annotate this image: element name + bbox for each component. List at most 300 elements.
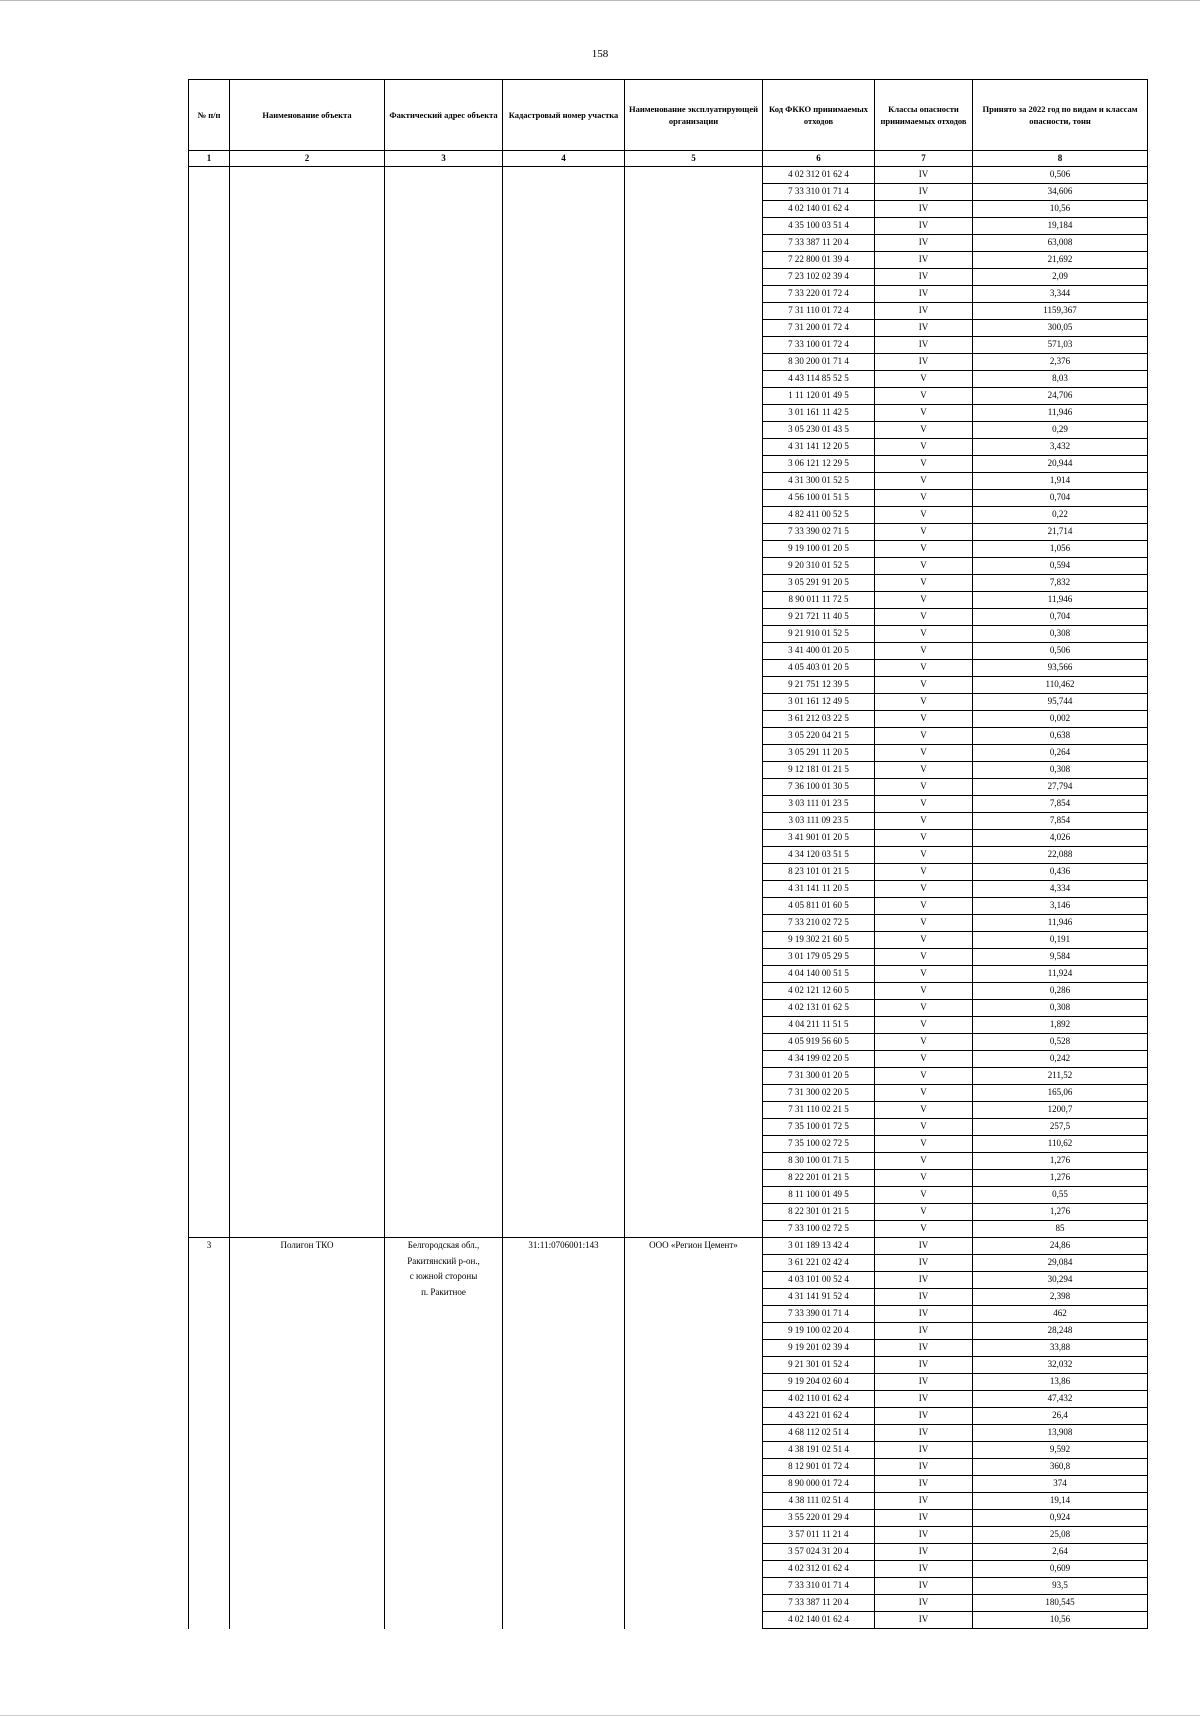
empty-cell	[625, 915, 763, 932]
hazard-class-cell: V	[875, 1000, 973, 1017]
empty-cell	[230, 983, 385, 1000]
empty-cell	[625, 167, 763, 184]
hazard-class-cell: V	[875, 728, 973, 745]
empty-cell	[189, 830, 230, 847]
empty-cell	[230, 201, 385, 218]
table-row	[189, 609, 1148, 626]
hazard-class-cell: V	[875, 1136, 973, 1153]
empty-cell	[385, 881, 503, 898]
hazard-class-cell: V	[875, 1153, 973, 1170]
fkko-code-cell: 3 01 179 05 29 5	[763, 949, 875, 966]
empty-cell	[625, 966, 763, 983]
empty-cell	[385, 490, 503, 507]
fkko-code-cell: 7 33 100 02 72 5	[763, 1221, 875, 1238]
empty-cell	[503, 558, 625, 575]
empty-cell	[503, 949, 625, 966]
fkko-code-cell: 3 57 011 11 21 4	[763, 1527, 875, 1544]
empty-cell	[385, 1034, 503, 1051]
tonnage-cell: 360,8	[973, 1459, 1148, 1476]
empty-cell	[189, 235, 230, 252]
tonnage-cell: 0,29	[973, 422, 1148, 439]
empty-cell	[503, 898, 625, 915]
empty-cell	[230, 235, 385, 252]
fkko-code-cell: 3 05 220 04 21 5	[763, 728, 875, 745]
empty-cell	[189, 218, 230, 235]
hazard-class-cell: V	[875, 796, 973, 813]
hazard-class-cell: IV	[875, 320, 973, 337]
empty-cell	[189, 1068, 230, 1085]
empty-cell	[189, 1153, 230, 1170]
hazard-class-cell: V	[875, 830, 973, 847]
tonnage-cell: 1,276	[973, 1204, 1148, 1221]
hazard-class-cell: V	[875, 966, 973, 983]
fkko-code-cell: 4 02 312 01 62 4	[763, 167, 875, 184]
fkko-code-cell: 3 01 161 12 49 5	[763, 694, 875, 711]
tonnage-cell: 7,854	[973, 796, 1148, 813]
empty-cell	[503, 660, 625, 677]
empty-cell	[625, 881, 763, 898]
fkko-code-cell: 4 38 111 02 51 4	[763, 1493, 875, 1510]
table-row	[189, 320, 1148, 337]
fkko-code-cell: 4 34 199 02 20 5	[763, 1051, 875, 1068]
tonnage-cell: 3,146	[973, 898, 1148, 915]
empty-cell	[385, 1119, 503, 1136]
fkko-code-cell: 7 33 387 11 20 4	[763, 235, 875, 252]
empty-cell	[503, 490, 625, 507]
empty-cell	[625, 507, 763, 524]
empty-cell	[230, 541, 385, 558]
empty-cell	[625, 694, 763, 711]
empty-cell	[385, 677, 503, 694]
empty-cell	[385, 473, 503, 490]
tonnage-cell: 110,462	[973, 677, 1148, 694]
empty-cell	[625, 303, 763, 320]
hazard-class-cell: V	[875, 388, 973, 405]
fkko-code-cell: 4 02 131 01 62 5	[763, 1000, 875, 1017]
table-row	[189, 830, 1148, 847]
empty-cell	[625, 558, 763, 575]
empty-cell	[625, 643, 763, 660]
hazard-class-cell: IV	[875, 1289, 973, 1306]
empty-cell	[189, 507, 230, 524]
fkko-code-cell: 8 22 301 01 21 5	[763, 1204, 875, 1221]
empty-cell	[230, 1187, 385, 1204]
table-row	[189, 983, 1148, 1000]
empty-cell	[189, 915, 230, 932]
hazard-class-cell: V	[875, 762, 973, 779]
tonnage-cell: 2,09	[973, 269, 1148, 286]
tonnage-cell: 1,056	[973, 541, 1148, 558]
tonnage-cell: 1159,367	[973, 303, 1148, 320]
column-number: 3	[385, 151, 503, 167]
fkko-code-cell: 7 23 102 02 39 4	[763, 269, 875, 286]
page-number: 158	[591, 48, 609, 60]
fkko-code-cell: 7 33 390 01 71 4	[763, 1306, 875, 1323]
empty-cell	[230, 847, 385, 864]
empty-cell	[503, 626, 625, 643]
tonnage-cell: 32,032	[973, 1357, 1148, 1374]
tonnage-cell: 29,084	[973, 1255, 1148, 1272]
empty-cell	[189, 1051, 230, 1068]
hazard-class-cell: V	[875, 558, 973, 575]
header-row	[189, 80, 1148, 151]
empty-cell	[189, 405, 230, 422]
empty-cell	[625, 184, 763, 201]
empty-cell	[189, 252, 230, 269]
empty-cell	[503, 847, 625, 864]
table-row	[189, 966, 1148, 983]
table-row	[189, 1221, 1148, 1238]
empty-cell	[230, 337, 385, 354]
fkko-code-cell: 4 05 811 01 60 5	[763, 898, 875, 915]
empty-cell	[189, 337, 230, 354]
hazard-class-cell: V	[875, 405, 973, 422]
fkko-code-cell: 9 19 302 21 60 5	[763, 932, 875, 949]
empty-cell	[503, 439, 625, 456]
fkko-code-cell: 4 04 140 00 51 5	[763, 966, 875, 983]
fkko-code-cell: 8 30 200 01 71 4	[763, 354, 875, 371]
empty-cell	[189, 966, 230, 983]
empty-cell	[189, 473, 230, 490]
empty-cell	[625, 609, 763, 626]
tonnage-cell: 30,294	[973, 1272, 1148, 1289]
empty-cell	[385, 949, 503, 966]
empty-cell	[230, 558, 385, 575]
fkko-code-cell: 4 02 110 01 62 4	[763, 1391, 875, 1408]
tonnage-cell: 13,908	[973, 1425, 1148, 1442]
fkko-code-cell: 1 11 120 01 49 5	[763, 388, 875, 405]
tonnage-cell: 93,5	[973, 1578, 1148, 1595]
empty-cell	[230, 830, 385, 847]
empty-cell	[503, 1204, 625, 1221]
empty-cell	[230, 1000, 385, 1017]
hazard-class-cell: V	[875, 456, 973, 473]
hazard-class-cell: V	[875, 1017, 973, 1034]
fkko-code-cell: 8 23 101 01 21 5	[763, 864, 875, 881]
table-row	[189, 1017, 1148, 1034]
empty-cell	[503, 1017, 625, 1034]
empty-cell	[503, 1119, 625, 1136]
empty-cell	[189, 541, 230, 558]
header-cell: Принято за 2022 год по видам и классам опасности, тонн	[973, 80, 1148, 151]
empty-cell	[230, 184, 385, 201]
empty-cell	[385, 745, 503, 762]
empty-cell	[230, 439, 385, 456]
empty-cell	[189, 1136, 230, 1153]
fkko-code-cell: 4 05 403 01 20 5	[763, 660, 875, 677]
empty-cell	[189, 269, 230, 286]
hazard-class-cell: V	[875, 1051, 973, 1068]
tonnage-cell: 26,4	[973, 1408, 1148, 1425]
hazard-class-cell: V	[875, 711, 973, 728]
tonnage-cell: 571,03	[973, 337, 1148, 354]
table-row	[189, 1153, 1148, 1170]
empty-cell	[230, 456, 385, 473]
column-number: 4	[503, 151, 625, 167]
tonnage-cell: 20,944	[973, 456, 1148, 473]
fkko-code-cell: 4 35 100 03 51 4	[763, 218, 875, 235]
hazard-class-cell: V	[875, 915, 973, 932]
empty-cell	[189, 643, 230, 660]
empty-cell	[189, 847, 230, 864]
empty-cell	[230, 728, 385, 745]
hazard-class-cell: V	[875, 1221, 973, 1238]
empty-cell	[189, 184, 230, 201]
tonnage-cell: 19,184	[973, 218, 1148, 235]
table-row	[189, 473, 1148, 490]
fkko-code-cell: 4 82 411 00 52 5	[763, 507, 875, 524]
hazard-class-cell: V	[875, 371, 973, 388]
empty-cell	[625, 388, 763, 405]
empty-cell	[230, 1102, 385, 1119]
empty-cell	[625, 626, 763, 643]
empty-cell	[385, 694, 503, 711]
empty-cell	[503, 167, 625, 184]
empty-cell	[625, 1017, 763, 1034]
hazard-class-cell: IV	[875, 1425, 973, 1442]
table-row	[189, 813, 1148, 830]
empty-cell	[385, 286, 503, 303]
empty-cell	[625, 235, 763, 252]
empty-cell	[385, 218, 503, 235]
empty-cell	[625, 456, 763, 473]
empty-cell	[189, 592, 230, 609]
empty-cell	[189, 456, 230, 473]
empty-cell	[230, 1136, 385, 1153]
hazard-class-cell: IV	[875, 1561, 973, 1578]
fkko-code-cell: 4 56 100 01 51 5	[763, 490, 875, 507]
tonnage-cell: 110,62	[973, 1136, 1148, 1153]
row-number-cell: 3	[189, 1238, 230, 1629]
fkko-code-cell: 3 03 111 01 23 5	[763, 796, 875, 813]
table-row	[189, 796, 1148, 813]
table-row	[189, 592, 1148, 609]
empty-cell	[230, 1221, 385, 1238]
empty-cell	[230, 354, 385, 371]
fkko-code-cell: 4 02 140 01 62 4	[763, 201, 875, 218]
table-row	[189, 269, 1148, 286]
fkko-code-cell: 8 22 201 01 21 5	[763, 1170, 875, 1187]
tonnage-cell: 2,376	[973, 354, 1148, 371]
empty-cell	[189, 1170, 230, 1187]
tonnage-cell: 2,64	[973, 1544, 1148, 1561]
hazard-class-cell: IV	[875, 1306, 973, 1323]
hazard-class-cell: IV	[875, 184, 973, 201]
table-row	[189, 354, 1148, 371]
table-row	[189, 490, 1148, 507]
table-row	[189, 1085, 1148, 1102]
table-row	[189, 1000, 1148, 1017]
empty-cell	[230, 966, 385, 983]
empty-cell	[189, 813, 230, 830]
header-cell: № п/п	[189, 80, 230, 151]
table-row	[189, 864, 1148, 881]
empty-cell	[189, 898, 230, 915]
empty-cell	[625, 490, 763, 507]
empty-cell	[385, 762, 503, 779]
fkko-code-cell: 3 01 161 11 42 5	[763, 405, 875, 422]
empty-cell	[625, 677, 763, 694]
empty-cell	[189, 1102, 230, 1119]
empty-cell	[385, 252, 503, 269]
empty-cell	[625, 1000, 763, 1017]
empty-cell	[503, 473, 625, 490]
hazard-class-cell: IV	[875, 201, 973, 218]
table-row	[189, 745, 1148, 762]
empty-cell	[230, 796, 385, 813]
fkko-code-cell: 7 33 310 01 71 4	[763, 1578, 875, 1595]
empty-cell	[189, 711, 230, 728]
empty-cell	[189, 1204, 230, 1221]
cadastral-number-cell: 31:11:0706001:143	[503, 1238, 625, 1629]
empty-cell	[189, 303, 230, 320]
tonnage-cell: 0,924	[973, 1510, 1148, 1527]
hazard-class-cell: IV	[875, 1323, 973, 1340]
hazard-class-cell: V	[875, 473, 973, 490]
fkko-code-cell: 7 36 100 01 30 5	[763, 779, 875, 796]
empty-cell	[385, 983, 503, 1000]
fkko-code-cell: 4 02 312 01 62 4	[763, 1561, 875, 1578]
header-cell: Наименование эксплуатирующей организации	[625, 80, 763, 151]
empty-cell	[230, 1068, 385, 1085]
empty-cell	[189, 1017, 230, 1034]
tonnage-cell: 0,609	[973, 1561, 1148, 1578]
tonnage-cell: 63,008	[973, 235, 1148, 252]
fkko-code-cell: 7 31 200 01 72 4	[763, 320, 875, 337]
fkko-code-cell: 8 11 100 01 49 5	[763, 1187, 875, 1204]
tonnage-cell: 374	[973, 1476, 1148, 1493]
fkko-code-cell: 9 19 100 02 20 4	[763, 1323, 875, 1340]
hazard-class-cell: IV	[875, 1459, 973, 1476]
scan-top-edge	[0, 0, 1200, 1]
empty-cell	[230, 1017, 385, 1034]
empty-cell	[189, 677, 230, 694]
fkko-code-cell: 3 01 189 13 42 4	[763, 1238, 875, 1255]
empty-cell	[625, 983, 763, 1000]
tonnage-cell: 1,914	[973, 473, 1148, 490]
hazard-class-cell: V	[875, 592, 973, 609]
empty-cell	[230, 915, 385, 932]
empty-cell	[503, 507, 625, 524]
empty-cell	[625, 286, 763, 303]
empty-cell	[189, 286, 230, 303]
table-row	[189, 915, 1148, 932]
empty-cell	[503, 864, 625, 881]
hazard-class-cell: V	[875, 1085, 973, 1102]
empty-cell	[385, 371, 503, 388]
hazard-class-cell: V	[875, 779, 973, 796]
hazard-class-cell: IV	[875, 1493, 973, 1510]
tonnage-cell: 7,854	[973, 813, 1148, 830]
hazard-class-cell: IV	[875, 1357, 973, 1374]
fkko-code-cell: 4 31 300 01 52 5	[763, 473, 875, 490]
empty-cell	[230, 779, 385, 796]
tonnage-cell: 11,946	[973, 405, 1148, 422]
empty-cell	[230, 575, 385, 592]
empty-cell	[385, 541, 503, 558]
empty-cell	[625, 269, 763, 286]
address-line: п. Ракитное	[421, 1286, 466, 1297]
empty-cell	[385, 558, 503, 575]
fkko-code-cell: 7 33 387 11 20 4	[763, 1595, 875, 1612]
empty-cell	[189, 1119, 230, 1136]
empty-cell	[189, 949, 230, 966]
column-number: 6	[763, 151, 875, 167]
hazard-class-cell: IV	[875, 1374, 973, 1391]
table-row	[189, 779, 1148, 796]
tonnage-cell: 34,606	[973, 184, 1148, 201]
fkko-code-cell: 7 35 100 01 72 5	[763, 1119, 875, 1136]
tonnage-cell: 165,06	[973, 1085, 1148, 1102]
empty-cell	[625, 1204, 763, 1221]
empty-cell	[189, 779, 230, 796]
hazard-class-cell: V	[875, 1102, 973, 1119]
address-line: с южной стороны	[409, 1271, 478, 1282]
empty-cell	[230, 269, 385, 286]
empty-cell	[503, 1000, 625, 1017]
empty-cell	[503, 218, 625, 235]
empty-cell	[385, 1068, 503, 1085]
empty-cell	[189, 524, 230, 541]
empty-cell	[189, 626, 230, 643]
table-row	[189, 422, 1148, 439]
fkko-code-cell: 9 19 204 02 60 4	[763, 1374, 875, 1391]
tonnage-cell: 0,22	[973, 507, 1148, 524]
table-row	[189, 762, 1148, 779]
tonnage-cell: 0,506	[973, 167, 1148, 184]
hazard-class-cell: V	[875, 626, 973, 643]
empty-cell	[625, 218, 763, 235]
column-number: 2	[230, 151, 385, 167]
fkko-code-cell: 8 90 000 01 72 4	[763, 1476, 875, 1493]
empty-cell	[385, 1085, 503, 1102]
empty-cell	[503, 966, 625, 983]
empty-cell	[385, 643, 503, 660]
tonnage-cell: 24,86	[973, 1238, 1148, 1255]
empty-cell	[189, 575, 230, 592]
table-row	[189, 558, 1148, 575]
empty-cell	[189, 201, 230, 218]
empty-cell	[230, 252, 385, 269]
empty-cell	[385, 796, 503, 813]
hazard-class-cell: IV	[875, 1544, 973, 1561]
table-row	[189, 1102, 1148, 1119]
empty-cell	[230, 524, 385, 541]
empty-cell	[189, 1034, 230, 1051]
empty-cell	[189, 558, 230, 575]
empty-cell	[230, 507, 385, 524]
empty-cell	[385, 898, 503, 915]
hazard-class-cell: V	[875, 864, 973, 881]
fkko-code-cell: 9 21 751 12 39 5	[763, 677, 875, 694]
empty-cell	[503, 303, 625, 320]
table-row	[189, 456, 1148, 473]
table-row	[189, 235, 1148, 252]
empty-cell	[385, 830, 503, 847]
hazard-class-cell: V	[875, 983, 973, 1000]
header-cell: Код ФККО принимаемых отходов	[763, 80, 875, 151]
empty-cell	[230, 626, 385, 643]
empty-cell	[230, 1085, 385, 1102]
hazard-class-cell: IV	[875, 1408, 973, 1425]
empty-cell	[230, 490, 385, 507]
empty-cell	[503, 762, 625, 779]
empty-cell	[230, 660, 385, 677]
table-row	[189, 1238, 1148, 1255]
table-row	[189, 439, 1148, 456]
empty-cell	[625, 1119, 763, 1136]
empty-cell	[385, 1102, 503, 1119]
